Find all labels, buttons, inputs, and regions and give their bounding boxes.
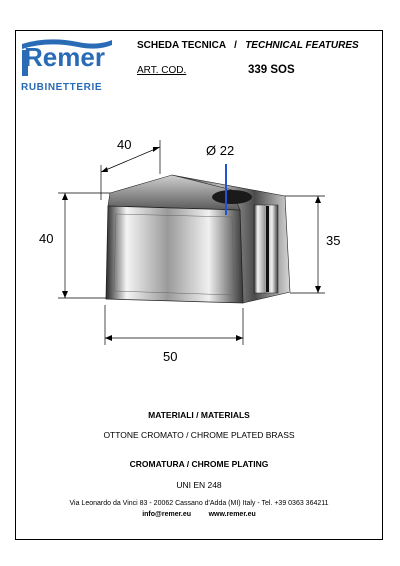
materials-heading: MATERIALI / MATERIALS [148,410,250,420]
dimension-right-height: 35 [326,233,341,248]
dimension-diameter: Ø 22 [206,143,235,158]
dimension-bottom-width: 50 [163,349,178,364]
dimension-left-height: 40 [39,231,54,246]
title-separator: / [234,40,237,51]
title-italian: SCHEDA TECNICA [137,40,226,51]
logo-wordmark: Remer [24,42,105,72]
footer-contacts [15,511,383,518]
plating-value: UNI EN 248 [176,480,222,490]
plating-heading: CROMATURA / CHROME PLATING [129,459,269,469]
article-code-value: 339 SOS [248,64,295,76]
article-code-label: ART. COD. [137,65,187,76]
logo-subtitle: RUBINETTERIE [21,82,103,93]
footer-address: Via Leonardo da Vinci 83 - 20062 Cassano d'Adda (MI) Italy - Tel. +39 0363 364211 [69,500,329,507]
dimension-top-width: 40 [117,137,132,152]
title-english: TECHNICAL FEATURES [245,40,359,51]
materials-value: OTTONE CROMATO / CHROME PLATED BRASS [103,430,295,440]
footer-website[interactable]: www.remer.eu [208,511,256,518]
holder-body [106,164,290,303]
footer-email[interactable]: info@remer.eu [142,511,192,518]
